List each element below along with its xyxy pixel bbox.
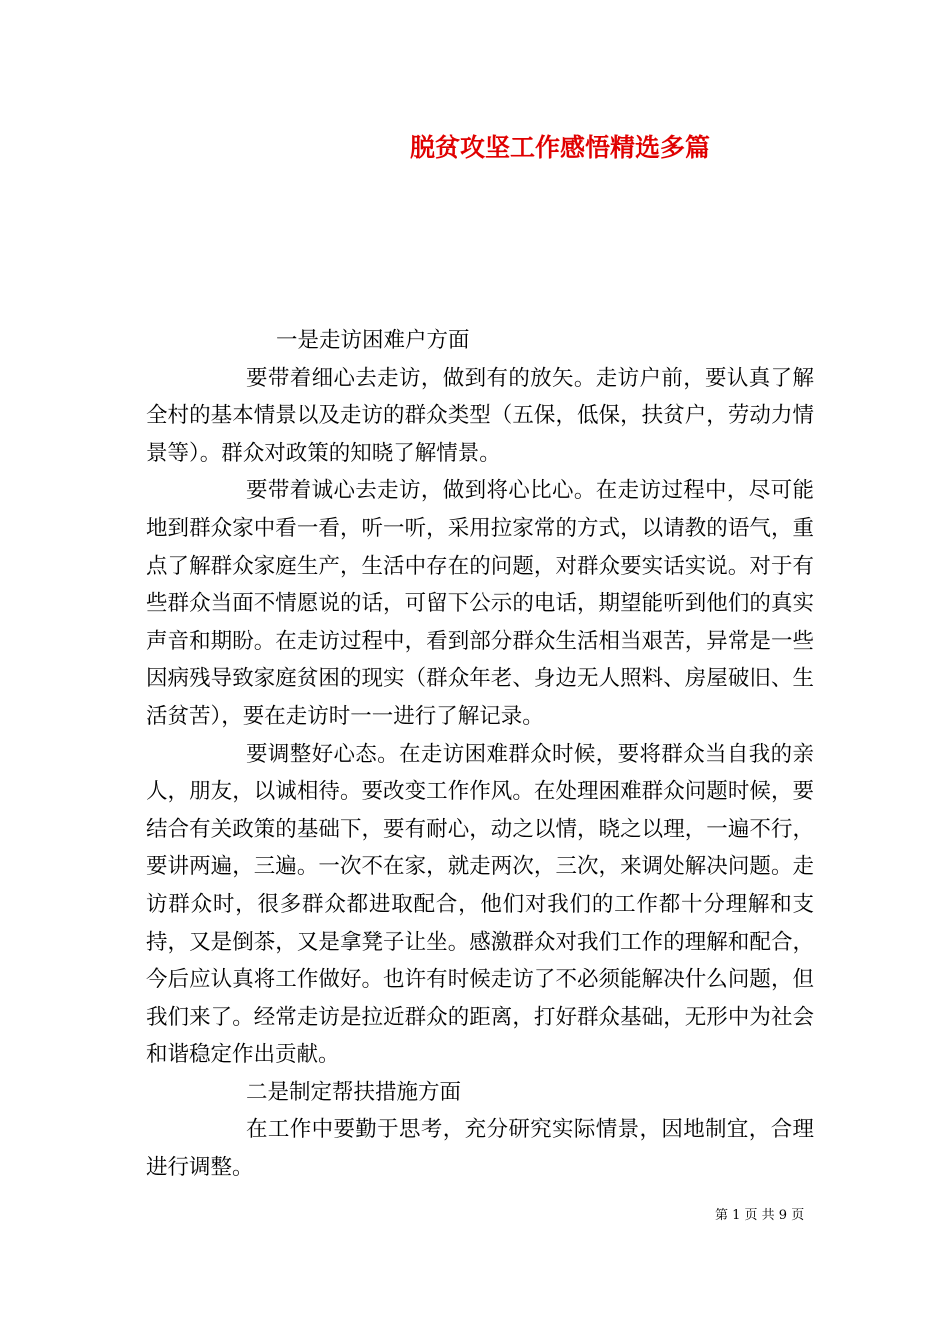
- section-heading-visits: 一是走访困难户方面: [276, 328, 470, 353]
- paragraph: 要带着诚心去走访，做到将心比心。在走访过程中，尽可能地到群众家中看一看，听一听，采用拉家常的方式，以请教的语气，重点了解群众家庭生产，生活中存在的问题，对群众要实话实说。对于有些群众当面不情愿说的话，可留下公示的电话，期望能听到他们的真实声音和期盼。在走访过程中，看到部分群众生活相当艰苦，异常是一些因病残导致家庭贫困的现实（群众年老、身边无人照料、房屋破旧、生活贫苦），要在走访时一一进行了解记录。: [146, 478, 814, 729]
- paragraph: 要带着细心去走访，做到有的放矢。走访户前，要认真了解全村的基本情景以及走访的群众类型（五保，低保，扶贫户，劳动力情景等）。群众对政策的知晓了解情景。: [146, 365, 814, 466]
- paragraph: 要调整好心态。在走访困难群众时候，要将群众当自我的亲人，朋友，以诚相待。要改变工作作风。在处理困难群众问题时候，要结合有关政策的基础下，要有耐心，动之以情，晓之以理，一遍不行，要讲两遍，三遍。一次不在家，就走两次，三次，来调处解决问题。走访群众时，很多群众都进取配合，他们对我们的工作都十分理解和支持，又是倒茶，又是拿凳子让坐。感激群众对我们工作的理解和配合，今后应认真将工作做好。也许有时候走访了不必须能解决什么问题，但我们来了。经常走访是拉近群众的距离，打好群众基础，无形中为社会和谐稳定作出贡献。: [146, 741, 814, 1068]
- title-container: [0, 128, 950, 164]
- document-body: [146, 322, 814, 1187]
- paragraph: 在工作中要勤于思考，充分研究实际情景，因地制宜，合理进行调整。: [146, 1117, 814, 1181]
- page-footer: 第 1 页 共 9 页: [715, 1208, 805, 1223]
- document-title: 脱贫攻坚工作感悟精选多篇: [410, 133, 711, 162]
- section-heading-measures: 二是制定帮扶措施方面: [246, 1079, 462, 1105]
